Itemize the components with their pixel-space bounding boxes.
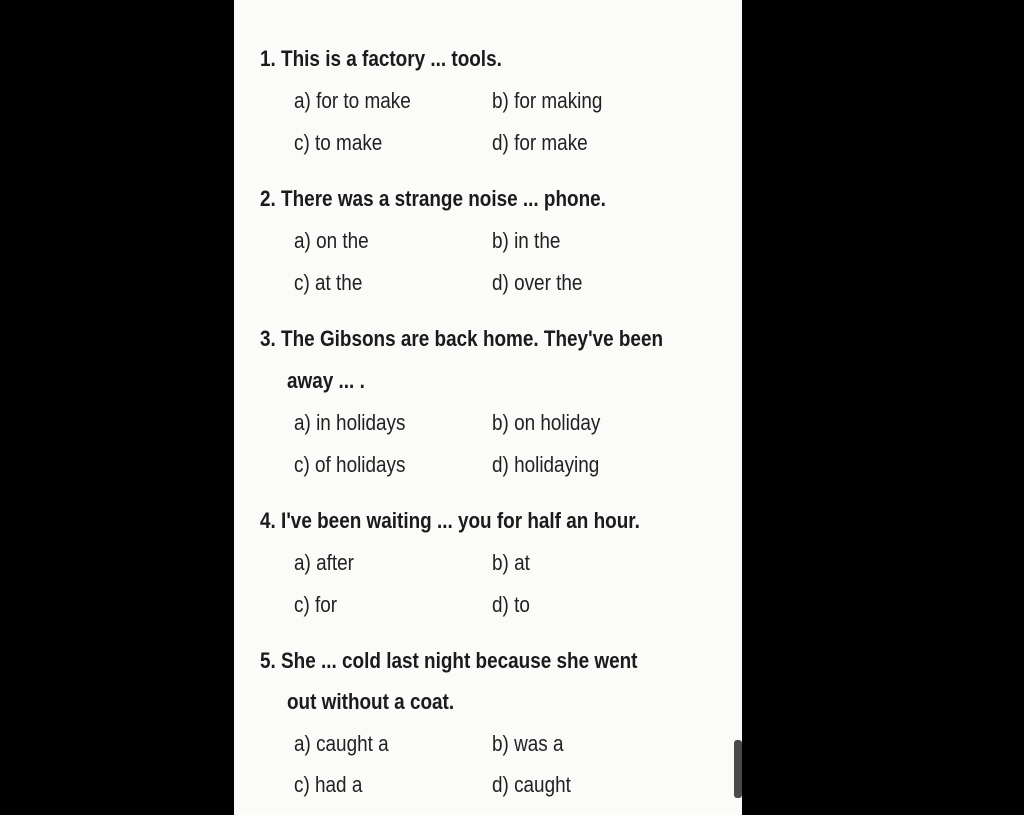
- option-c: c) at the: [294, 270, 363, 295]
- question-number: 4.: [260, 508, 276, 533]
- option-d: d) holidaying: [492, 452, 600, 477]
- question-number: 3.: [260, 326, 276, 351]
- option-a: a) caught a: [294, 731, 389, 756]
- option-b: b) on holiday: [492, 410, 601, 435]
- option-b: b) in the: [492, 228, 561, 253]
- scrollbar-thumb[interactable]: [734, 740, 742, 798]
- question-text-continued: away ... .: [287, 368, 365, 393]
- question-text: She ... cold last night because she went: [281, 648, 638, 673]
- option-c: c) had a: [294, 772, 363, 797]
- question-1: [260, 46, 664, 72]
- worksheet-page: [234, 0, 742, 815]
- question-2: [260, 186, 664, 212]
- question-text: I've been waiting ... you for half an hour.: [281, 508, 640, 533]
- question-number: 2.: [260, 186, 276, 211]
- option-d: d) caught: [492, 772, 571, 797]
- option-d: d) over the: [492, 270, 583, 295]
- option-c: c) to make: [294, 130, 383, 155]
- option-a: a) in holidays: [294, 410, 406, 435]
- question-4: [260, 508, 664, 534]
- option-b: b) was a: [492, 731, 564, 756]
- question-text: The Gibsons are back home. They've been: [281, 326, 664, 351]
- question-3-continuation: [287, 368, 691, 394]
- option-a: a) on the: [294, 228, 369, 253]
- question-text-continued: out without a coat.: [287, 689, 455, 714]
- option-d: d) for make: [492, 130, 588, 155]
- option-c: c) of holidays: [294, 452, 406, 477]
- option-d: d) to: [492, 592, 530, 617]
- question-number: 5.: [260, 648, 276, 673]
- question-number: 1.: [260, 46, 276, 71]
- option-b: b) for making: [492, 88, 603, 113]
- question-text: There was a strange noise ... phone.: [281, 186, 606, 211]
- question-text: This is a factory ... tools.: [281, 46, 502, 71]
- question-5-continuation: [287, 689, 691, 715]
- question-5: [260, 648, 664, 674]
- option-b: b) at: [492, 550, 530, 575]
- option-a: a) after: [294, 550, 354, 575]
- question-3: [260, 326, 664, 352]
- option-c: c) for: [294, 592, 338, 617]
- option-a: a) for to make: [294, 88, 411, 113]
